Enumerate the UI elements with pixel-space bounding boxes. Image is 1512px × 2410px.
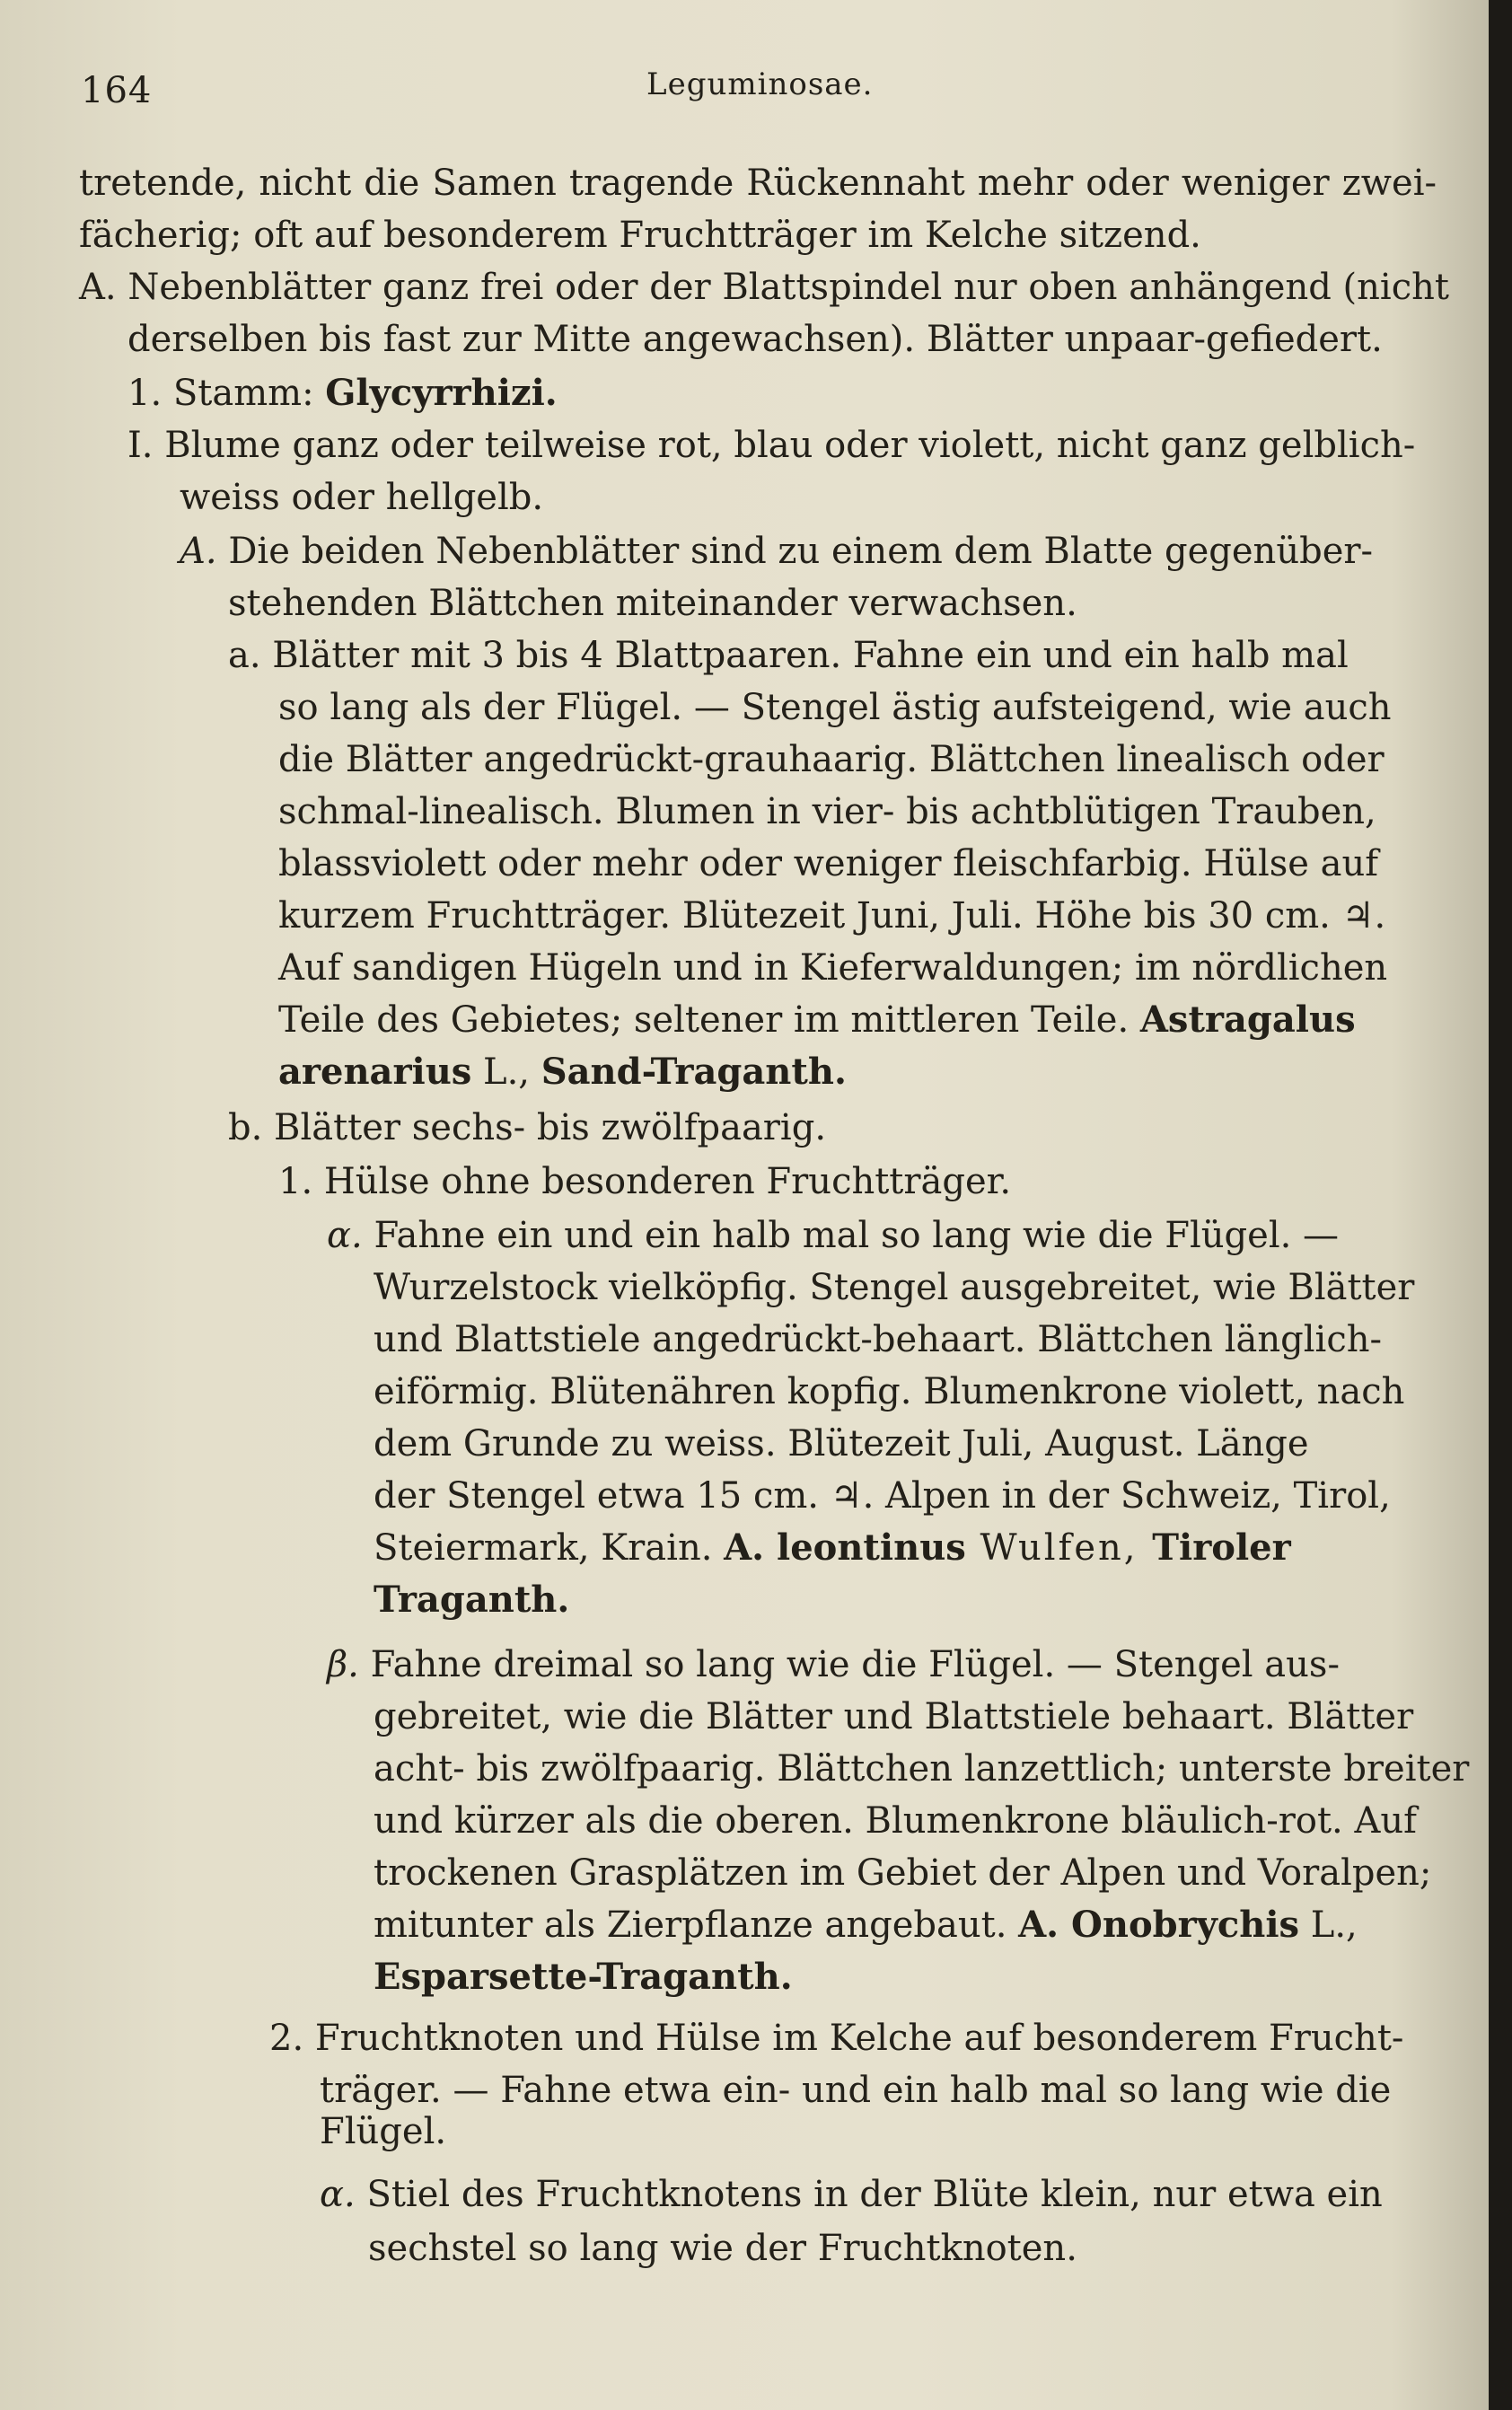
species-epithet: arenarius: [278, 1051, 472, 1093]
common-name: Sand-Traganth.: [541, 1051, 847, 1093]
text-line: Blätter mit 3 bis 4 Blattpaaren. Fahne ein und ein halb mal: [272, 635, 1349, 676]
common-name: Traganth.: [374, 1579, 570, 1621]
tribe-name: Glycyrrhizi.: [325, 372, 558, 414]
species-genus: Astragalus: [1139, 998, 1356, 1041]
text-line: derselben bis fast zur Mitte angewachsen). Blätter unpaar-gefiedert.: [127, 319, 1383, 360]
species-line: [374, 1526, 1291, 1570]
text-line: Steiermark, Krain.: [374, 1527, 725, 1569]
text-line: Die beiden Nebenblätter sind zu einem dem Blatte gegenüber-: [228, 531, 1373, 572]
text-line: Stiel des Fruchtknotens in der Blüte klein, nur etwa ein: [366, 2174, 1383, 2215]
text-line: stehenden Blättchen miteinander verwachsen.: [228, 583, 1077, 624]
author: L.,: [471, 1051, 541, 1093]
text-line: Hülse ohne besonderen Fruchtträger.: [323, 1161, 1012, 1202]
text-line: und Blattstiele angedrückt-behaart. Blättchen länglich-: [374, 1319, 1383, 1360]
common-name: Esparsette-Traganth.: [374, 1956, 793, 1998]
entry-A-italic: [180, 530, 1373, 573]
text-line: kurzem Fruchtträger. Blütezeit Juni, Juli. Höhe bis 30 cm. ♃.: [278, 895, 1386, 937]
text-line: tretende, nicht die Samen tragende Rückennaht mehr oder weniger zwei-: [79, 163, 1437, 204]
text-line: dem Grunde zu weiss. Blütezeit Juli, August. Länge: [374, 1423, 1309, 1464]
text-line: Blume ganz oder teilweise rot, blau oder violett, nicht ganz gelblich-: [164, 425, 1416, 466]
entry-2: [269, 2017, 1403, 2060]
text-line: trockenen Grasplätzen im Gebiet der Alpen und Voralpen;: [374, 1852, 1432, 1894]
author: L.,: [1299, 1904, 1358, 1946]
entry-label: 1.: [127, 373, 163, 414]
text-line: Stamm:: [172, 373, 326, 414]
text-line: die Blätter angedrückt-grauhaarig. Blättchen linealisch oder: [278, 739, 1385, 780]
entry-label: 2.: [269, 2018, 304, 2059]
text-line: Nebenblätter ganz frei oder der Blattspindel nur oben anhängend (nicht: [127, 267, 1449, 308]
entry-alpha-2: [320, 2173, 1383, 2216]
text-line: fächerig; oft auf besonderem Fruchtträger im Kelche sitzend.: [79, 215, 1201, 256]
text-line: schmal-linealisch. Blumen in vier- bis achtblütigen Trauben,: [278, 791, 1376, 832]
entry-a: [228, 634, 1349, 677]
entry-label: A.: [79, 267, 117, 308]
text-line-with-species: [278, 998, 1356, 1042]
entry-label: A.: [180, 531, 217, 572]
text-line: Teile des Gebietes; seltener im mittleren Teile.: [278, 999, 1140, 1041]
entry-A: [79, 266, 1449, 309]
entry-beta: [327, 1643, 1340, 1686]
entry-label: β.: [327, 1644, 359, 1685]
text-line: Fahne ein und ein halb mal so lang wie die Flügel. —: [374, 1215, 1340, 1256]
entry-label: α.: [327, 1215, 363, 1256]
text-line: Auf sandigen Hügeln und in Kieferwaldungen; im nördlichen: [278, 947, 1388, 989]
author: Wulfen,: [965, 1527, 1153, 1569]
text-line: Fahne dreimal so lang wie die Flügel. — Stengel aus-: [370, 1644, 1340, 1685]
entry-I: [127, 424, 1415, 467]
text-line: mitunter als Zierpflanze angebaut.: [374, 1904, 1019, 1946]
text-line: der Stengel etwa 15 cm. ♃. Alpen in der Schweiz, Tirol,: [374, 1475, 1391, 1517]
entry-label: 1.: [278, 1161, 313, 1202]
entry-label: I.: [127, 425, 154, 466]
text-line: so lang als der Flügel. — Stengel ästig aufsteigend, wie auch: [278, 687, 1392, 728]
entry-b: [228, 1106, 826, 1149]
text-line: weiss oder hellgelb.: [180, 477, 544, 518]
text-line: Fruchtknoten und Hülse im Kelche auf besonderem Frucht-: [314, 2018, 1404, 2059]
text-line: Flügel.: [320, 2111, 447, 2152]
running-title: Leguminosae.: [646, 66, 874, 102]
species-name: A. leontinus: [724, 1526, 966, 1569]
entry-alpha: [327, 1214, 1339, 1257]
entry-label: b.: [228, 1107, 263, 1148]
page-number: 164: [81, 70, 153, 111]
text-line: blassviolett oder mehr oder weniger fleischfarbig. Hülse auf: [278, 843, 1379, 884]
text-line: acht- bis zwölfpaarig. Blättchen lanzettlich; unterste breiter: [374, 1748, 1470, 1790]
text-line: gebreitet, wie die Blätter und Blattstiele behaart. Blätter: [374, 1696, 1414, 1737]
entry-1-stamm: [127, 372, 558, 415]
book-spine-edge: [1489, 0, 1512, 2410]
text-line: sechstel so lang wie der Fruchtknoten.: [368, 2228, 1077, 2269]
text-line: Wurzelstock vielköpfig. Stengel ausgebreitet, wie Blätter: [374, 1267, 1415, 1308]
entry-1: [278, 1160, 1011, 1203]
text-line: Blätter sechs- bis zwölfpaarig.: [274, 1107, 827, 1148]
text-line: und kürzer als die oberen. Blumenkrone bläulich-rot. Auf: [374, 1800, 1417, 1842]
text-line: eiförmig. Blütenähren kopfig. Blumenkrone violett, nach: [374, 1371, 1405, 1412]
common-name: Tiroler: [1152, 1526, 1291, 1569]
text-line: träger. — Fahne etwa ein- und ein halb mal so lang wie die: [320, 2070, 1392, 2111]
entry-label: α.: [320, 2174, 356, 2215]
entry-label: a.: [228, 635, 261, 676]
species-line: [278, 1051, 847, 1094]
species-name: A. Onobrychis: [1018, 1904, 1300, 1946]
species-line: [374, 1904, 1358, 1947]
